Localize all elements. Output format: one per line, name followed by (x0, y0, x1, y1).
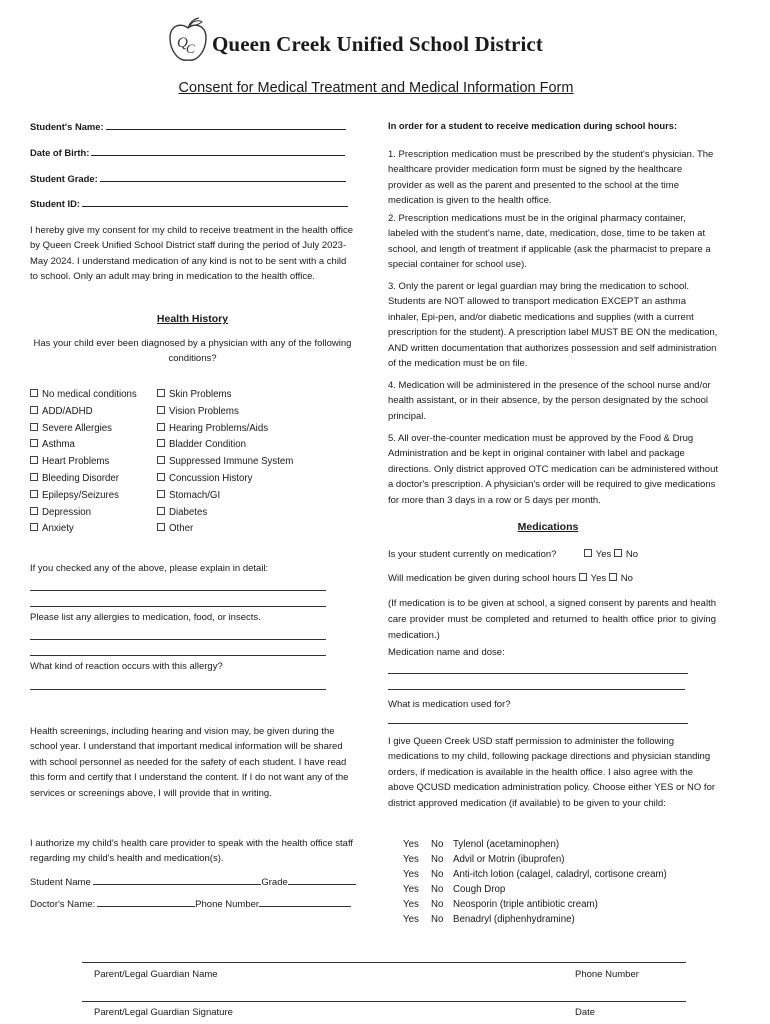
rule-2: 2. Prescription medications must be in the original pharmacy container, labeled with the student's name, date, medication, dose, time to be taken at school, and length of treatment if applicable (ask the pharmacist to prepare a special container for school use). (388, 213, 711, 271)
condition-checkbox[interactable]: Diabetes (157, 505, 293, 522)
condition-checkbox[interactable]: Epilepsy/Seizures (30, 488, 137, 505)
allergy-line-1[interactable] (30, 639, 326, 640)
condition-checkbox[interactable]: Bladder Condition (157, 437, 293, 454)
medication-name-line-1[interactable] (388, 673, 688, 674)
phone-label: Phone Number (575, 969, 639, 980)
student-name-field[interactable]: Student's Name: (30, 119, 346, 132)
rule-5: 5. All over-the-counter medication must be approved by the Food & Drug Administration and be kept in original container with label and package directions. Only district approved OTC medication can be administered without a doctor's prescription. A physician's order will be required to give medications for more than 3 days in a row or 5 days per month. (388, 433, 719, 506)
svg-text:Q: Q (177, 35, 188, 51)
medication-name-line-2[interactable] (388, 689, 685, 690)
allergy-label: Please list any allergies to medication, food, or insects. (30, 612, 261, 623)
rule-1: 1. Prescription medication must be prescribed by the student's physician. The healthcare provider medication form must be signed by the healthcare provider as well as the parent and presented to the school at the time medication is given to the health office. (388, 149, 714, 207)
screening-paragraph: Health screenings, including hearing and vision may, be given during the school year. I understand that important medical information will be shared with school personnel as needed for the safety of each student. I have read this form and certify that I understand the content. If I do not want any of the services or screenings above, I will provide that in writing. (30, 726, 349, 799)
guardian-signature-label: Parent/Legal Guardian Signature (94, 1007, 233, 1018)
checkbox-icon[interactable] (157, 523, 165, 531)
otc-row: Yes No Anti-itch lotion (calagel, caladryl, cortisone cream) (403, 869, 667, 880)
condition-checkbox[interactable]: Concussion History (157, 471, 293, 488)
grade-field[interactable]: Student Grade: (30, 171, 346, 184)
checkbox-icon[interactable] (30, 490, 38, 498)
checkbox-icon[interactable] (157, 473, 165, 481)
apple-logo-icon (166, 16, 210, 66)
condition-checkbox[interactable]: Other (157, 521, 293, 538)
during-school-question: Will medication be given during school hours Yes No (388, 573, 633, 584)
condition-checkbox[interactable]: Asthma (30, 437, 137, 454)
otc-medication-list (403, 837, 667, 927)
otc-yes-option[interactable]: Yes (403, 869, 419, 880)
explain-label: If you checked any of the above, please explain in detail: (30, 563, 269, 574)
authorize-paragraph: I authorize my child's health care provider to speak with the health office staff regarding my child's health and medication(s). (30, 838, 354, 865)
condition-checkbox[interactable]: Bleeding Disorder (30, 471, 137, 488)
guardian-name-label: Parent/Legal Guardian Name (94, 969, 218, 980)
otc-no-option[interactable]: No (431, 869, 444, 880)
guardian-name-line[interactable] (82, 962, 686, 963)
reaction-line[interactable] (30, 689, 326, 690)
consent-paragraph: I hereby give my consent for my child to receive treatment in the health office by Queen Creek Unified School District staff during the period of July 2023-May 2024. I understand medication of any kind is not to be sent with a child to school. Only an adult may bring in medication to the health office. (30, 225, 353, 283)
date-label: Date (575, 1007, 596, 1018)
explain-line-2[interactable] (30, 606, 326, 607)
otc-row: Yes No Cough Drop (403, 884, 506, 895)
student-id-field[interactable]: Student ID: (30, 196, 348, 209)
checkbox-icon[interactable] (584, 549, 592, 557)
permission-paragraph: I give Queen Creek USD staff permission to administer the following medications to my child, following package directions and physician standing orders, if medication is available in the health office. I also agree with the above QCUSD medication administration policy. Choose either YES or NO for district approved medication (if available) to be given to your child: (388, 736, 716, 809)
otc-no-option[interactable]: No (431, 899, 444, 910)
condition-checkbox[interactable]: Depression (30, 505, 137, 522)
health-history-question: Has your child ever been diagnosed by a physician with any of the following conditions? (33, 338, 352, 365)
checkbox-icon[interactable] (614, 549, 622, 557)
condition-checkbox[interactable]: No medical conditions (30, 387, 137, 404)
otc-yes-option[interactable]: Yes (403, 884, 419, 895)
checkbox-icon[interactable] (30, 456, 38, 464)
otc-no-option[interactable]: No (431, 839, 444, 850)
form-title: Consent for Medical Treatment and Medical Information Form (178, 80, 574, 96)
otc-no-option[interactable]: No (431, 914, 444, 925)
doctor-phone-field[interactable]: Doctor's Name: Phone Number (30, 896, 351, 912)
svg-text:C: C (186, 41, 195, 56)
medication-name-dose-label: Medication name and dose: (388, 647, 505, 658)
condition-checkbox[interactable]: Anxiety (30, 521, 137, 538)
checkbox-icon[interactable] (609, 573, 617, 581)
conditions-col-2 (157, 387, 293, 538)
explain-line-1[interactable] (30, 590, 326, 591)
current-medication-question: Is your student currently on medication? Yes No (388, 549, 639, 560)
checkbox-icon[interactable] (30, 439, 38, 447)
checkbox-icon[interactable] (30, 523, 38, 531)
medication-rules-intro: In order for a student to receive medication during school hours: (388, 120, 678, 131)
checkbox-icon[interactable] (157, 406, 165, 414)
otc-yes-option[interactable]: Yes (403, 899, 419, 910)
otc-no-option[interactable]: No (431, 854, 444, 865)
otc-yes-option[interactable]: Yes (403, 854, 419, 865)
medication-use-line[interactable] (388, 723, 688, 724)
reaction-label: What kind of reaction occurs with this allergy? (30, 661, 223, 672)
checkbox-icon[interactable] (30, 389, 38, 397)
medications-heading: Medications (517, 521, 579, 533)
otc-yes-option[interactable]: Yes (403, 914, 419, 925)
rule-3: 3. Only the parent or legal guardian may bring the medication to school. Students are NOT allowed to transport medication EXCEPT an asthma inhaler, Epi-pen, and/or diabetic medications and supplies (with a current prescription for the student). A prescription label MUST BE ON the medication, AND written documentation that authorizes possession and self administration of the medication must be on file. (388, 281, 718, 370)
checkbox-icon[interactable] (30, 406, 38, 414)
checkbox-icon[interactable] (157, 507, 165, 515)
student-name-grade-field[interactable]: Student Name Grade (30, 874, 356, 890)
otc-yes-option[interactable]: Yes (403, 839, 419, 850)
otc-row: Yes No Neosporin (triple antibiotic cream) (403, 899, 598, 910)
checkbox-icon[interactable] (157, 423, 165, 431)
medication-use-label: What is medication used for? (388, 699, 511, 710)
checkbox-icon[interactable] (579, 573, 587, 581)
medication-note: (If medication is to be given at school, a signed consent by parents and health care provider must be completed and returned to health office prior to giving medication.) (388, 598, 716, 642)
checkbox-icon[interactable] (157, 389, 165, 397)
checkbox-icon[interactable] (157, 490, 165, 498)
checkbox-icon[interactable] (157, 439, 165, 447)
checkbox-icon[interactable] (30, 507, 38, 515)
checkbox-icon[interactable] (157, 456, 165, 464)
otc-no-option[interactable]: No (431, 884, 444, 895)
checkbox-icon[interactable] (30, 473, 38, 481)
checkbox-icon[interactable] (30, 423, 38, 431)
health-history-heading: Health History (156, 313, 229, 325)
conditions-col-1 (30, 387, 137, 538)
condition-checkbox[interactable]: ADD/ADHD (30, 404, 137, 421)
condition-checkbox[interactable]: Suppressed Immune System (157, 454, 293, 471)
rule-4: 4. Medication will be administered in the presence of the school nurse and/or health assistant, or in their absence, by the person designated by the school principal. (388, 380, 711, 422)
condition-checkbox[interactable]: Skin Problems (157, 387, 293, 404)
condition-checkbox[interactable]: Vision Problems (157, 404, 293, 421)
otc-row: Yes No Tylenol (acetaminophen) (403, 839, 560, 850)
dob-field[interactable]: Date of Birth: (30, 145, 345, 158)
otc-row: Yes No Advil or Motrin (ibuprofen) (403, 854, 565, 865)
guardian-signature-line[interactable] (82, 1001, 686, 1002)
condition-checkbox[interactable]: Stomach/GI (157, 488, 293, 505)
condition-checkbox[interactable]: Hearing Problems/Aids (157, 421, 293, 438)
otc-row: Yes No Benadryl (diphenhydramine) (403, 914, 575, 925)
letterhead (0, 14, 770, 72)
district-name: Queen Creek Unified School District (212, 32, 543, 56)
condition-checkbox[interactable]: Heart Problems (30, 454, 137, 471)
condition-checkbox[interactable]: Severe Allergies (30, 421, 137, 438)
allergy-line-2[interactable] (30, 655, 326, 656)
